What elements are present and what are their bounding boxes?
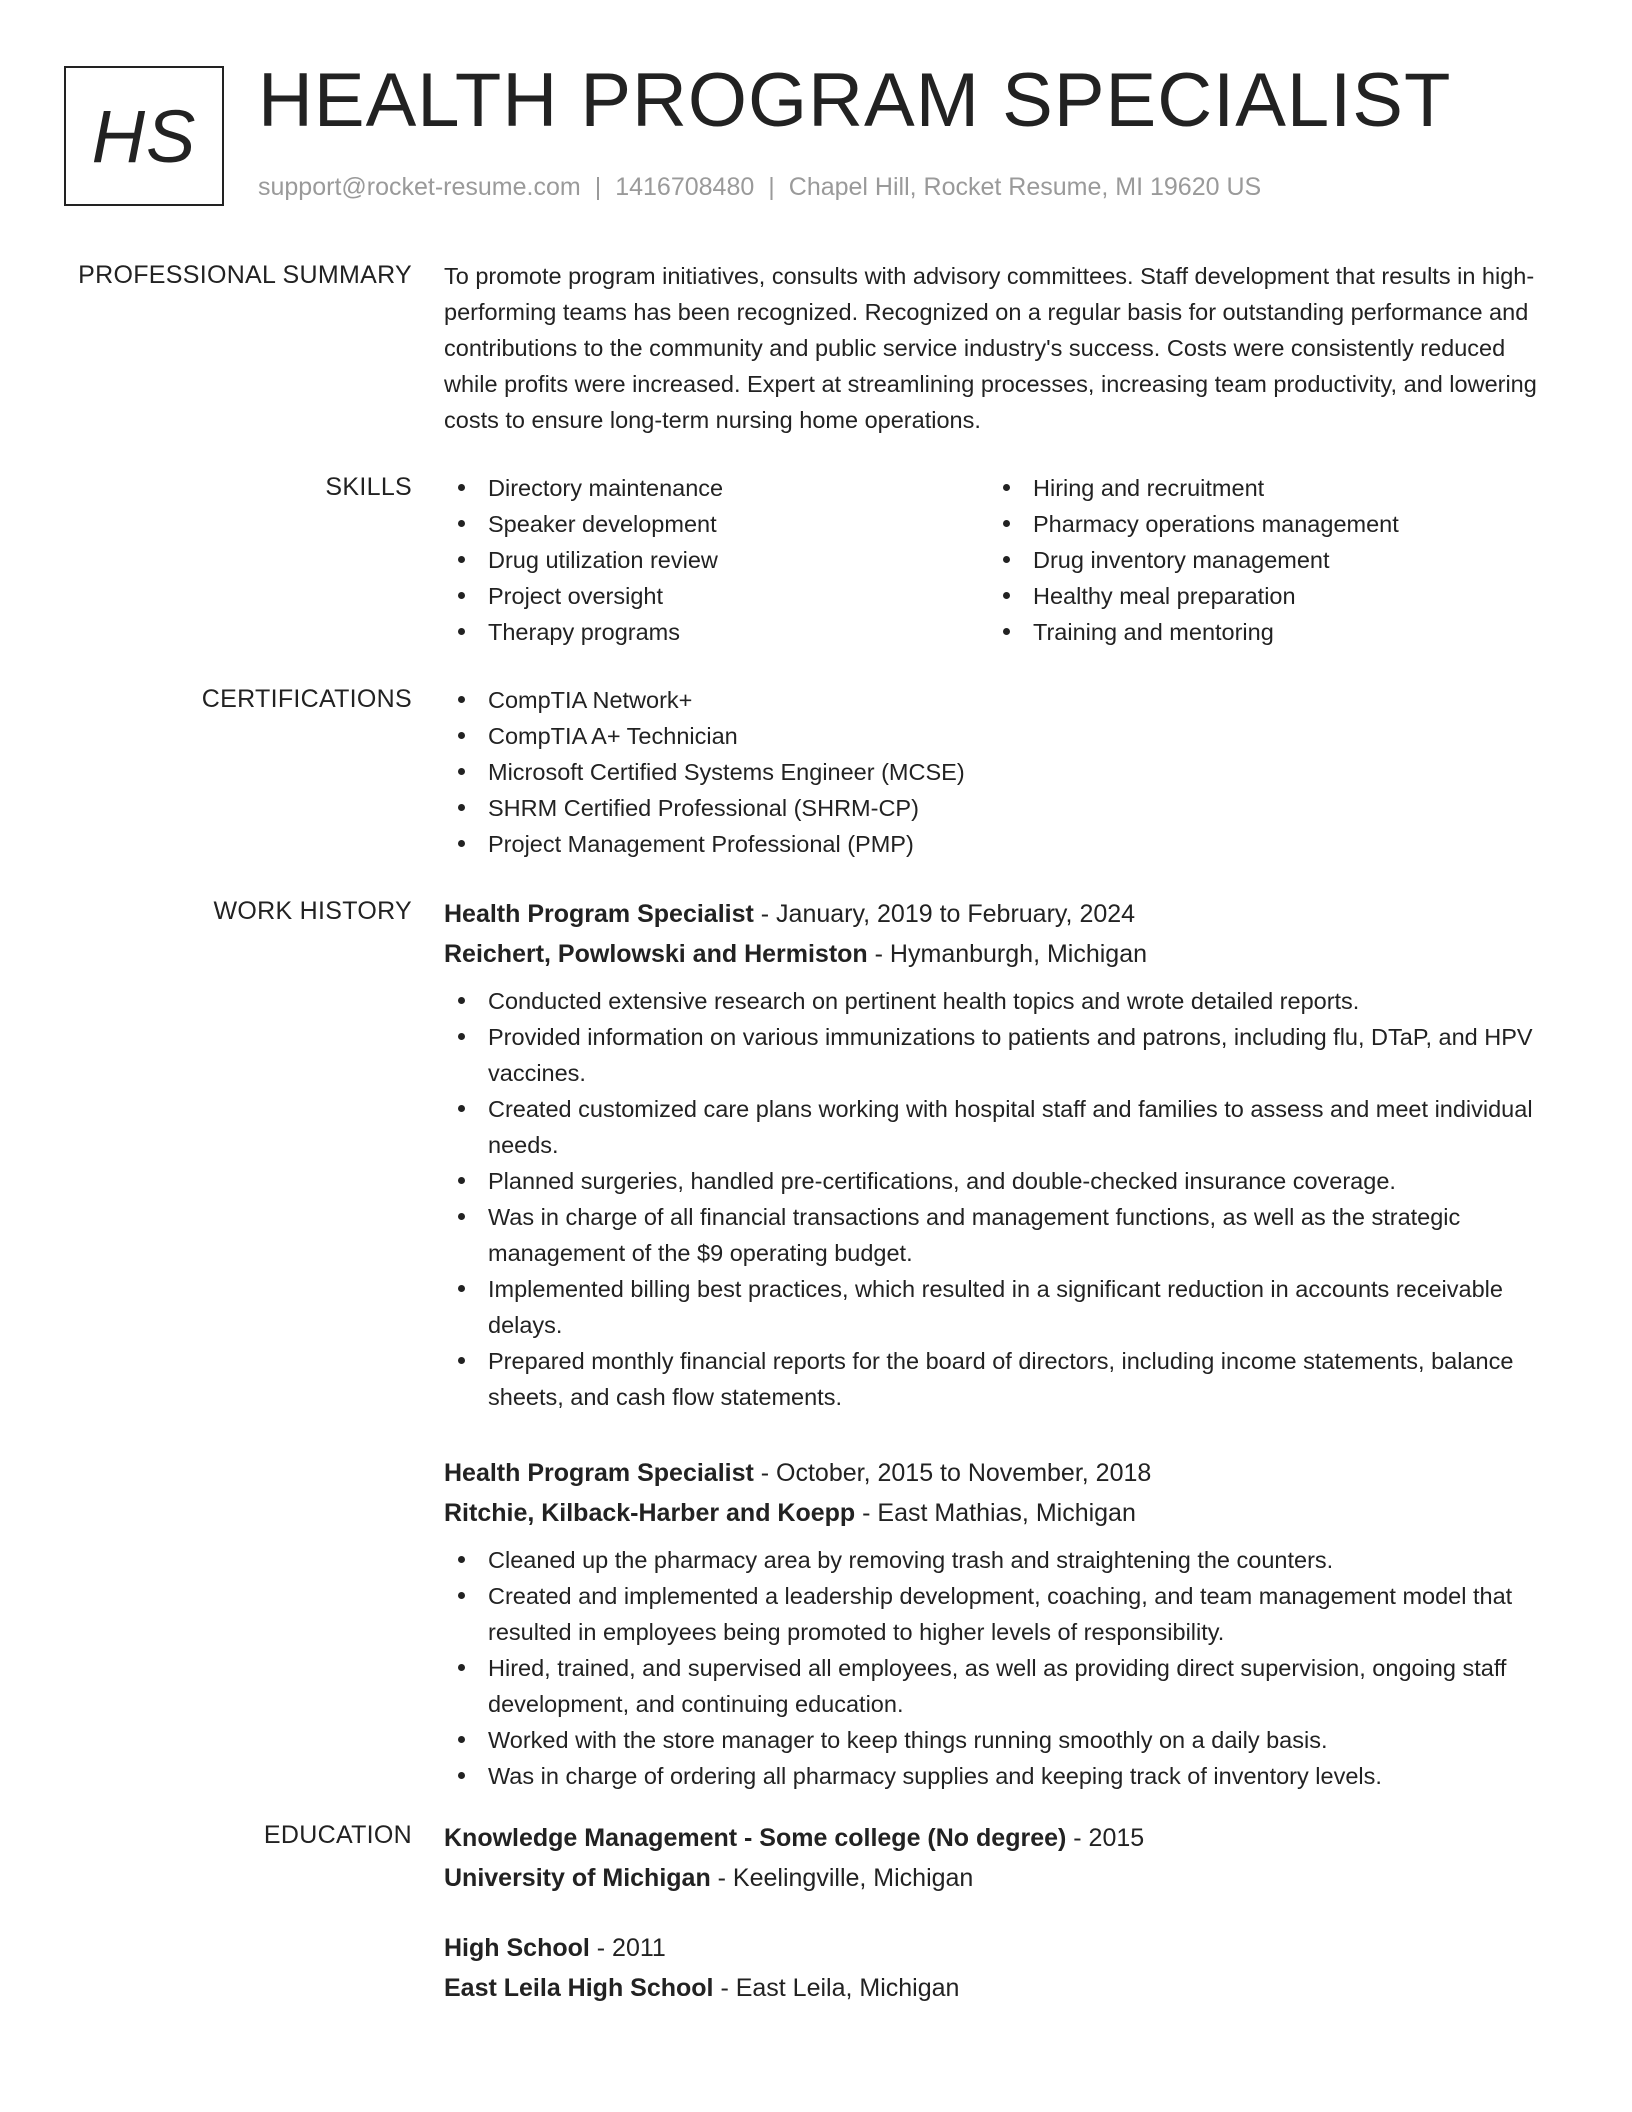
contact-phone[interactable]: 1416708480 [615,173,755,201]
job-bullet: Planned surgeries, handled pre-certifications, and double-checked insurance coverage. [444,1163,1554,1199]
contact-line [258,173,1261,202]
skill-item: Speaker development [444,506,989,542]
job-location: - East Mathias, Michigan [855,1499,1136,1527]
section-body [444,682,1554,862]
section-skills [0,470,1632,650]
skill-item: Training and mentoring [989,614,1534,650]
section-label: SKILLS [325,473,412,501]
certification-item: CompTIA A+ Technician [444,718,1554,754]
job-bullet: Cleaned up the pharmacy area by removing trash and straightening the counters. [444,1542,1554,1578]
section-certifications [0,682,1632,862]
skill-item: Therapy programs [444,614,989,650]
section-body [444,258,1554,438]
education-entry [444,1928,1554,2008]
job-entry [444,1453,1554,1794]
skill-item: Drug inventory management [989,542,1534,578]
skills-list-right [989,470,1534,650]
contact-location: Chapel Hill, Rocket Resume, MI 19620 US [788,173,1262,201]
certification-item: CompTIA Network+ [444,682,1554,718]
job-title-line [444,894,1554,934]
section-work-history [0,894,1632,1794]
skill-item: Healthy meal preparation [989,578,1534,614]
section-label: WORK HISTORY [213,897,412,925]
skill-item: Project oversight [444,578,989,614]
education-degree-line [444,1928,1554,1968]
contact-separator: | [594,173,602,201]
skills-list-left [444,470,989,650]
job-company: Reichert, Powlowski and Hermiston [444,940,868,968]
certification-item: SHRM Certified Professional (SHRM-CP) [444,790,1554,826]
job-title: Health Program Specialist [444,1459,754,1487]
job-dates: - January, 2019 to February, 2024 [753,900,1136,928]
education-school: East Leila High School [444,1974,714,2002]
job-bullet: Conducted extensive research on pertinent health topics and wrote detailed reports. [444,983,1554,1019]
education-location: - Keelingville, Michigan [710,1864,974,1892]
section-education [0,1818,1632,2008]
job-bullet: Created customized care plans working with hospital staff and families to assess and meet individual needs. [444,1091,1554,1163]
section-body [444,1818,1554,2008]
job-bullet: Prepared monthly financial reports for the board of directors, including income statements, balance sheets, and cash flow statements. [444,1343,1554,1415]
skills-grid [444,470,1554,650]
job-bullet: Hired, trained, and supervised all employees, as well as providing direct supervision, ongoing staff development, and continuing education. [444,1650,1554,1722]
job-company-line [444,1493,1554,1533]
job-bullet: Worked with the store manager to keep things running smoothly on a daily basis. [444,1722,1554,1758]
job-dates: - October, 2015 to November, 2018 [753,1459,1152,1487]
job-bullet: Was in charge of ordering all pharmacy supplies and keeping track of inventory levels. [444,1758,1554,1794]
education-degree: Knowledge Management - Some college (No degree) [444,1824,1067,1852]
section-body [444,470,1554,650]
education-entry [444,1818,1554,1898]
summary-text: To promote program initiatives, consults with advisory committees. Staff development that results in high-performing teams has been recognized. Recognized on a regular basis for outstanding performance and contributions to the community and public service industry's success. Costs were consistently reduced while profits were increased. Expert at streamlining processes, increasing team productivity, and lowering costs to ensure long-term nursing home operations. [444,263,1537,433]
certifications-list [444,682,1554,862]
job-location: - Hymanburgh, Michigan [867,940,1148,968]
contact-separator: | [768,173,775,201]
certification-item: Microsoft Certified Systems Engineer (MCSE) [444,754,1554,790]
section-label: PROFESSIONAL SUMMARY [78,261,412,289]
education-location: - East Leila, Michigan [713,1974,960,2002]
education-school: University of Michigan [444,1864,711,1892]
education-degree: High School [444,1934,590,1962]
education-school-line [444,1858,1554,1898]
skill-item: Hiring and recruitment [989,470,1534,506]
education-year: - 2011 [589,1934,666,1962]
job-company-line [444,934,1554,974]
job-bullets [444,1542,1554,1794]
job-bullet: Was in charge of all financial transactions and management functions, as well as the strategic management of the $9 operating budget. [444,1199,1554,1271]
certification-item: Project Management Professional (PMP) [444,826,1554,862]
job-bullets [444,983,1554,1415]
education-school-line [444,1968,1554,2008]
page-title: HEALTH PROGRAM SPECIALIST [258,58,1452,143]
education-degree-line [444,1818,1554,1858]
section-label: EDUCATION [263,1821,412,1849]
contact-email[interactable]: support@rocket-resume.com [258,173,581,201]
section-body [444,894,1554,1794]
resume-sections [0,258,1632,2008]
job-company: Ritchie, Kilback-Harber and Koepp [444,1499,856,1527]
job-title-line [444,1453,1554,1493]
job-title: Health Program Specialist [444,900,754,928]
job-bullet: Created and implemented a leadership development, coaching, and team management model that resulted in employees being promoted to higher levels of responsibility. [444,1578,1554,1650]
education-year: - 2015 [1066,1824,1145,1852]
skill-item: Drug utilization review [444,542,989,578]
section-summary [0,258,1632,438]
skill-item: Directory maintenance [444,470,989,506]
job-bullet: Provided information on various immunizations to patients and patrons, including flu, DTaP, and HPV vaccines. [444,1019,1554,1091]
job-bullet: Implemented billing best practices, which resulted in a significant reduction in accounts receivable delays. [444,1271,1554,1343]
skill-item: Pharmacy operations management [989,506,1534,542]
job-entry [444,894,1554,1415]
section-label: CERTIFICATIONS [201,685,412,713]
monogram: HS [64,66,224,206]
